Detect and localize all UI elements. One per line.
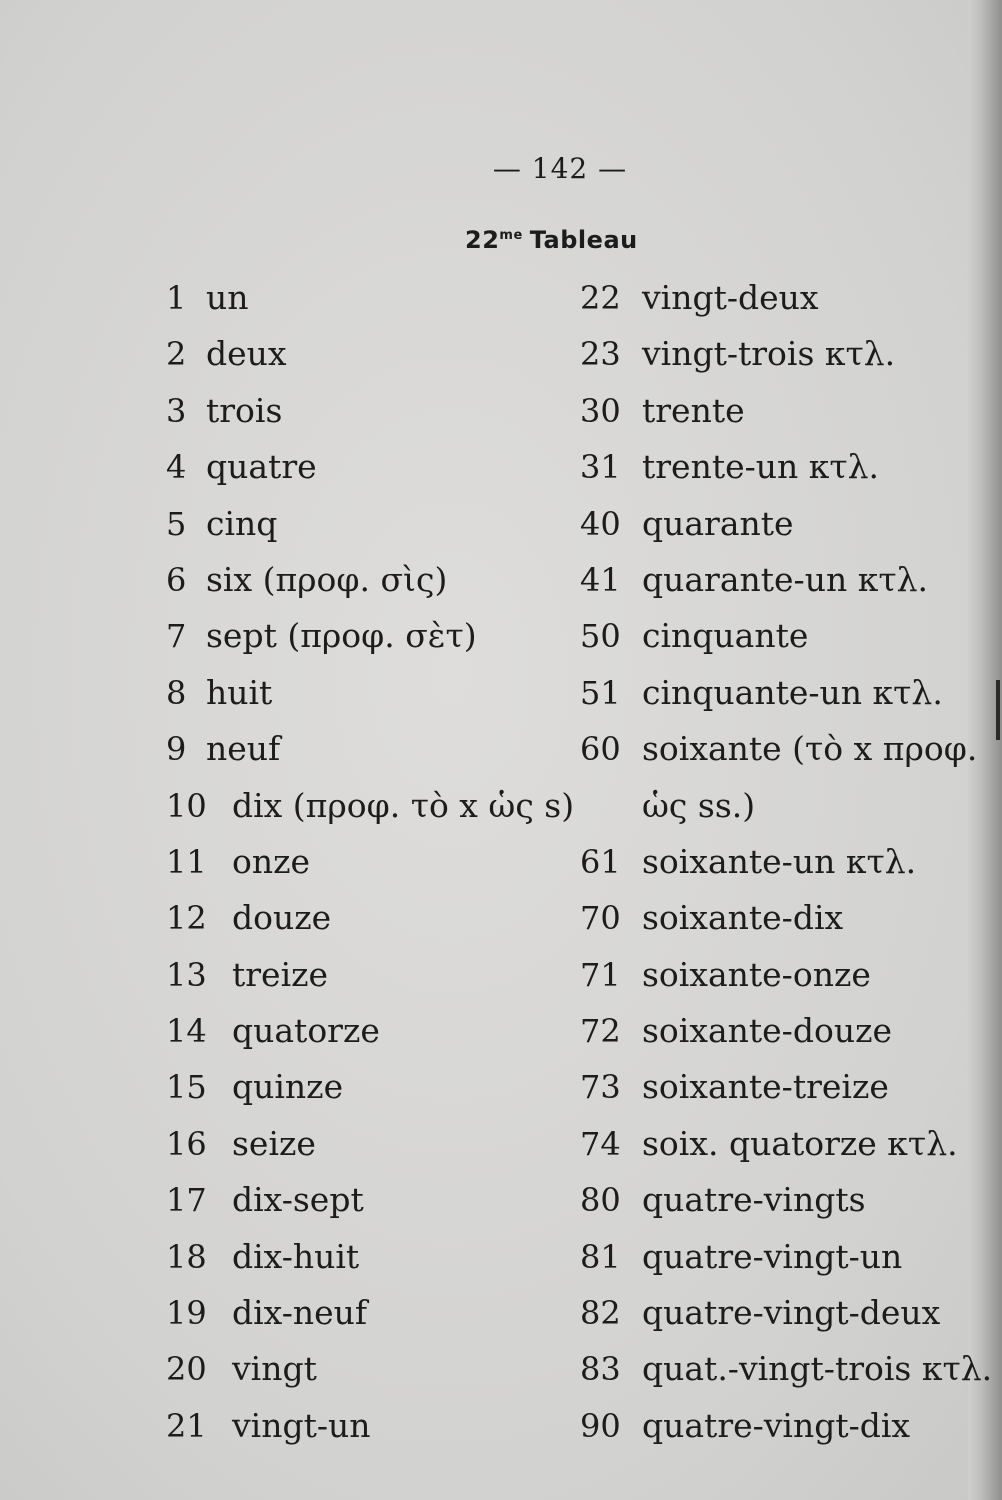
entry-word: cinquante [642, 616, 809, 656]
number-entry [580, 834, 992, 890]
number-entry [166, 608, 574, 664]
entry-word: seize [232, 1123, 316, 1163]
entry-numeral: 41 [580, 560, 621, 599]
number-entry [580, 439, 992, 495]
entry-numeral: 15 [166, 1068, 207, 1107]
entry-word: quarante-un κτλ. [642, 559, 928, 599]
entry-numeral: 21 [166, 1406, 207, 1445]
number-entry [166, 326, 574, 382]
entry-numeral: 20 [166, 1350, 207, 1389]
entry-numeral: 8 [166, 673, 187, 712]
entry-word: un [206, 278, 249, 317]
number-entry [580, 890, 992, 946]
entry-numeral: 11 [166, 842, 207, 881]
entry-numeral: 7 [166, 617, 187, 656]
number-entry [166, 552, 574, 608]
entry-word: neuf [206, 729, 281, 769]
entry-word: vingt-deux [642, 278, 819, 317]
entry-word: quatre-vingts [642, 1180, 866, 1220]
entry-word: deux [206, 334, 287, 374]
number-entry [166, 947, 574, 1003]
entry-word: trente-un κτλ. [642, 447, 880, 487]
number-entry [580, 1229, 992, 1285]
entry-numeral: 50 [580, 617, 621, 656]
entry-numeral: 61 [580, 842, 621, 881]
entry-numeral: 19 [166, 1294, 207, 1333]
entry-word: vingt [232, 1349, 317, 1389]
entry-word: dix (προφ. τὸ x ὡς s) [232, 785, 575, 825]
entry-numeral: 40 [580, 504, 621, 543]
number-entry [166, 496, 574, 552]
number-entry [166, 778, 574, 834]
number-entry [166, 1003, 574, 1059]
entry-word: quinze [232, 1067, 344, 1107]
entry-word: dix-neuf [232, 1293, 368, 1333]
entry-word: cinquante-un κτλ. [642, 672, 943, 712]
number-entry [166, 1398, 574, 1454]
number-entry [580, 1003, 992, 1059]
number-entry [580, 778, 992, 834]
entry-numeral: 22 [580, 279, 621, 317]
entry-word: soixante-douze [642, 1011, 892, 1051]
entry-word: quatre-vingt-dix [642, 1405, 911, 1445]
entry-word: trente [642, 390, 745, 430]
entry-numeral: 23 [580, 335, 621, 374]
entry-numeral: 14 [166, 1012, 207, 1051]
number-entry [580, 608, 992, 664]
entry-word: dix-sept [232, 1180, 364, 1220]
entry-word: quatorze [232, 1011, 380, 1051]
entry-word: quatre-vingt-un [642, 1236, 903, 1276]
entry-word: quatre-vingt-deux [642, 1293, 941, 1333]
entry-numeral: 2 [166, 335, 187, 374]
entry-word: vingt-un [232, 1405, 371, 1445]
number-entry [580, 1059, 992, 1115]
entry-numeral: 51 [580, 673, 621, 712]
entry-numeral: 4 [166, 448, 187, 487]
entry-numeral: 73 [580, 1068, 621, 1107]
entry-word: onze [232, 841, 311, 881]
number-entry [166, 1116, 574, 1172]
number-entry [580, 270, 992, 326]
number-entry [166, 1172, 574, 1228]
number-entry [580, 1398, 992, 1454]
number-entry [580, 383, 992, 439]
entry-numeral: 72 [580, 1012, 621, 1051]
entry-word: vingt-trois κτλ. [642, 334, 896, 374]
entry-word: treize [232, 954, 329, 994]
entry-numeral: 70 [580, 899, 621, 938]
entry-numeral: 6 [166, 560, 187, 599]
number-entry [166, 270, 574, 326]
number-entry [166, 1229, 574, 1285]
entry-numeral: 83 [580, 1350, 621, 1389]
number-entry [166, 383, 574, 439]
number-entry [166, 890, 574, 946]
entry-numeral: 81 [580, 1237, 621, 1276]
number-entry [580, 1116, 992, 1172]
entry-word: quarante [642, 503, 794, 543]
number-entry [580, 665, 992, 721]
number-entry [166, 1341, 574, 1397]
left-number-column [166, 270, 574, 1454]
entry-word: six (προφ. σὶς) [206, 559, 448, 599]
entry-numeral: 82 [580, 1294, 621, 1333]
entry-numeral: 80 [580, 1181, 621, 1220]
entry-numeral: 1 [166, 279, 187, 317]
number-entry [580, 1172, 992, 1228]
table-title [465, 226, 638, 254]
entry-numeral: 90 [580, 1406, 621, 1445]
table-title-suffix: me [499, 228, 523, 243]
number-entry [580, 496, 992, 552]
entry-word: quat.-vingt-trois κτλ. [642, 1349, 993, 1389]
entry-numeral: 18 [166, 1237, 207, 1276]
right-number-column [580, 270, 992, 1454]
table-title-word: Tableau [529, 226, 638, 254]
number-entry [166, 721, 574, 777]
entry-word: sept (προφ. σὲτ) [206, 616, 477, 656]
page-number: — 142 — [492, 152, 628, 185]
entry-numeral: 31 [580, 448, 621, 487]
entry-numeral: 12 [166, 899, 207, 938]
entry-numeral: 13 [166, 955, 207, 994]
entry-word: quatre [206, 447, 317, 487]
entry-numeral: 74 [580, 1124, 621, 1163]
entry-numeral: 5 [166, 504, 187, 543]
entry-word: soixante (τὸ x προφ. [642, 729, 978, 769]
entry-word: huit [206, 672, 273, 712]
number-entry [166, 439, 574, 495]
entry-numeral: 3 [166, 391, 187, 430]
number-entry [580, 1285, 992, 1341]
number-entry [166, 1285, 574, 1341]
entry-numeral: 10 [166, 786, 207, 825]
number-entry [580, 947, 992, 1003]
entry-numeral: 60 [580, 730, 621, 769]
entry-numeral: 9 [166, 730, 187, 769]
entry-word: dix-huit [232, 1236, 360, 1276]
entry-word: trois [206, 390, 283, 430]
number-entry [166, 834, 574, 890]
entry-word: cinq [206, 503, 278, 543]
entry-word: soixante-onze [642, 954, 871, 994]
number-entry [166, 1059, 574, 1115]
number-entry [580, 326, 992, 382]
number-entry [580, 1341, 992, 1397]
entry-numeral: 71 [580, 955, 621, 994]
entry-word: douze [232, 898, 332, 938]
number-entry [166, 665, 574, 721]
number-entry [580, 552, 992, 608]
entry-word: ὡς ss.) [642, 785, 756, 825]
number-entry [580, 721, 992, 777]
table-title-number: 22 [465, 226, 500, 254]
entry-word: soixante-un κτλ. [642, 841, 917, 881]
entry-word: soixante-dix [642, 898, 844, 938]
edge-mark [996, 680, 1000, 740]
entry-word: soix. quatorze κτλ. [642, 1123, 958, 1163]
entry-numeral: 16 [166, 1124, 207, 1163]
entry-numeral: 30 [580, 391, 621, 430]
entry-word: soixante-treize [642, 1067, 889, 1107]
entry-numeral: 17 [166, 1181, 207, 1220]
